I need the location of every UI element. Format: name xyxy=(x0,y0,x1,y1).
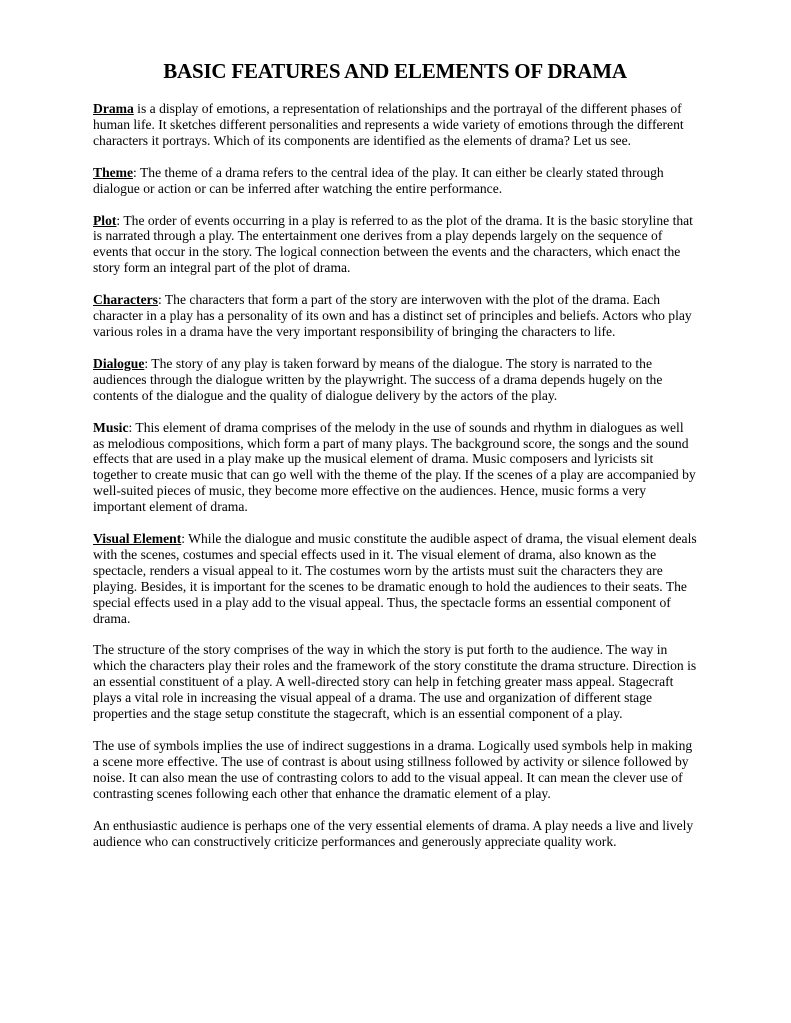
term-theme: Theme xyxy=(93,164,134,180)
term-separator: : xyxy=(128,419,133,435)
paragraph-text: The use of symbols implies the use of indirect suggestions in a drama. Logically used symbols help in making a scene more effective. The use of contrast is about using stillness followed by activity or silence followed by noise. It can also mean the use of contrasting colors to add to the visual appeal. It can mean the clever use of contrasting scenes following each other that enhance the dramatic element of a play. xyxy=(93,738,693,801)
term-dialogue: Dialogue xyxy=(93,355,145,371)
paragraph-structure xyxy=(93,642,697,722)
paragraph-plot xyxy=(93,213,697,277)
paragraph-dialogue xyxy=(93,356,697,404)
term-separator: : xyxy=(181,531,186,547)
paragraph-visual-element xyxy=(93,531,697,626)
paragraph-text: The story of any play is taken forward by means of the dialogue. The story is narrated to the audiences through the dialogue written by the playwright. The success of a drama depends hugely on the contents of the dialogue and the quality of dialogue delivery by the actors of the play. xyxy=(93,355,663,403)
term-music: Music xyxy=(93,419,129,435)
paragraph-audience xyxy=(93,818,697,850)
paragraph-text: An enthusiastic audience is perhaps one of the very essential elements of drama. A play needs a live and lively audience who can constructively criticize performances and generously appreciate quality work. xyxy=(93,817,694,849)
paragraph-music xyxy=(93,420,697,515)
paragraph-symbols xyxy=(93,738,697,802)
term-separator: : xyxy=(157,292,162,308)
term-visual-element: Visual Element xyxy=(93,531,182,547)
paragraph-drama xyxy=(93,101,697,149)
term-separator: : xyxy=(133,164,137,180)
term-separator: : xyxy=(144,355,149,371)
paragraph-text: The theme of a drama refers to the central idea of the play. It can either be clearly stated through dialogue or action or can be inferred after watching the entire performance. xyxy=(93,164,664,196)
term-plot: Plot xyxy=(93,212,117,228)
paragraph-text: The structure of the story comprises of the way in which the story is put forth to the audience. The way in which the characters play their roles and the framework of the story constitute the drama structure. Direction is an essential constituent of a play. A well-directed story can help in fetching greater mass appeal. Stagecraft plays a vital role in increasing the visual appeal of a drama. The use and organization of different stage properties and the stage setup constitute the stagecraft, which is an essential component of a play. xyxy=(93,642,697,722)
paragraph-text: While the dialogue and music constitute the audible aspect of drama, the visual element deals with the scenes, costumes and special effects used in it. The visual element of drama, also known as the spectacle, renders a visual appeal to it. The costumes worn by the artists must suit the characters they are playing. Besides, it is important for the scenes to be dramatic enough to hold the audiences to their seats. The special effects used in a play add to the visual appeal. Thus, the spectacle forms an essential component of drama. xyxy=(93,531,697,626)
paragraph-characters xyxy=(93,292,697,340)
document-title: BASIC FEATURES AND ELEMENTS OF DRAMA xyxy=(163,59,627,83)
term-characters: Characters xyxy=(93,292,158,308)
paragraph-text: is a display of emotions, a representation of relationships and the portrayal of the different phases of human life. It sketches different personalities and represents a wide variety of emotions through the different characters it portrays. Which of its components are identified as the elements of drama? Let us see. xyxy=(93,101,684,148)
paragraph-text: This element of drama comprises of the melody in the use of sounds and rhythm in dialogues as well as melodious compositions, which form a part of many plays. The background score, the songs and the sound effects that are used in a play make up the musical element of drama. Music composers and lyricists sit together to create music that can go well with the theme of the play. If the scenes of a play are accompanied by well-suited pieces of music, they become more effective on the audiences. Hence, music forms a very important element of drama. xyxy=(93,419,696,515)
paragraph-theme xyxy=(93,165,697,197)
paragraph-text: The order of events occurring in a play is referred to as the plot of the drama. It is the basic storyline that is narrated through a play. The entertainment one derives from a play depends largely on the sequence of events that occur in the story. The logical connection between the events and the characters, which enact the story form an integral part of the plot of drama. xyxy=(93,212,693,276)
term-separator: : xyxy=(116,212,121,228)
term-drama: Drama xyxy=(93,101,134,116)
paragraph-text: The characters that form a part of the story are interwoven with the plot of the drama. Each character in a play has a personality of its own and has a distinct set of principles and beliefs. Actors who play various roles in a drama have the very important responsibility of bringing the characters to life. xyxy=(93,292,692,339)
